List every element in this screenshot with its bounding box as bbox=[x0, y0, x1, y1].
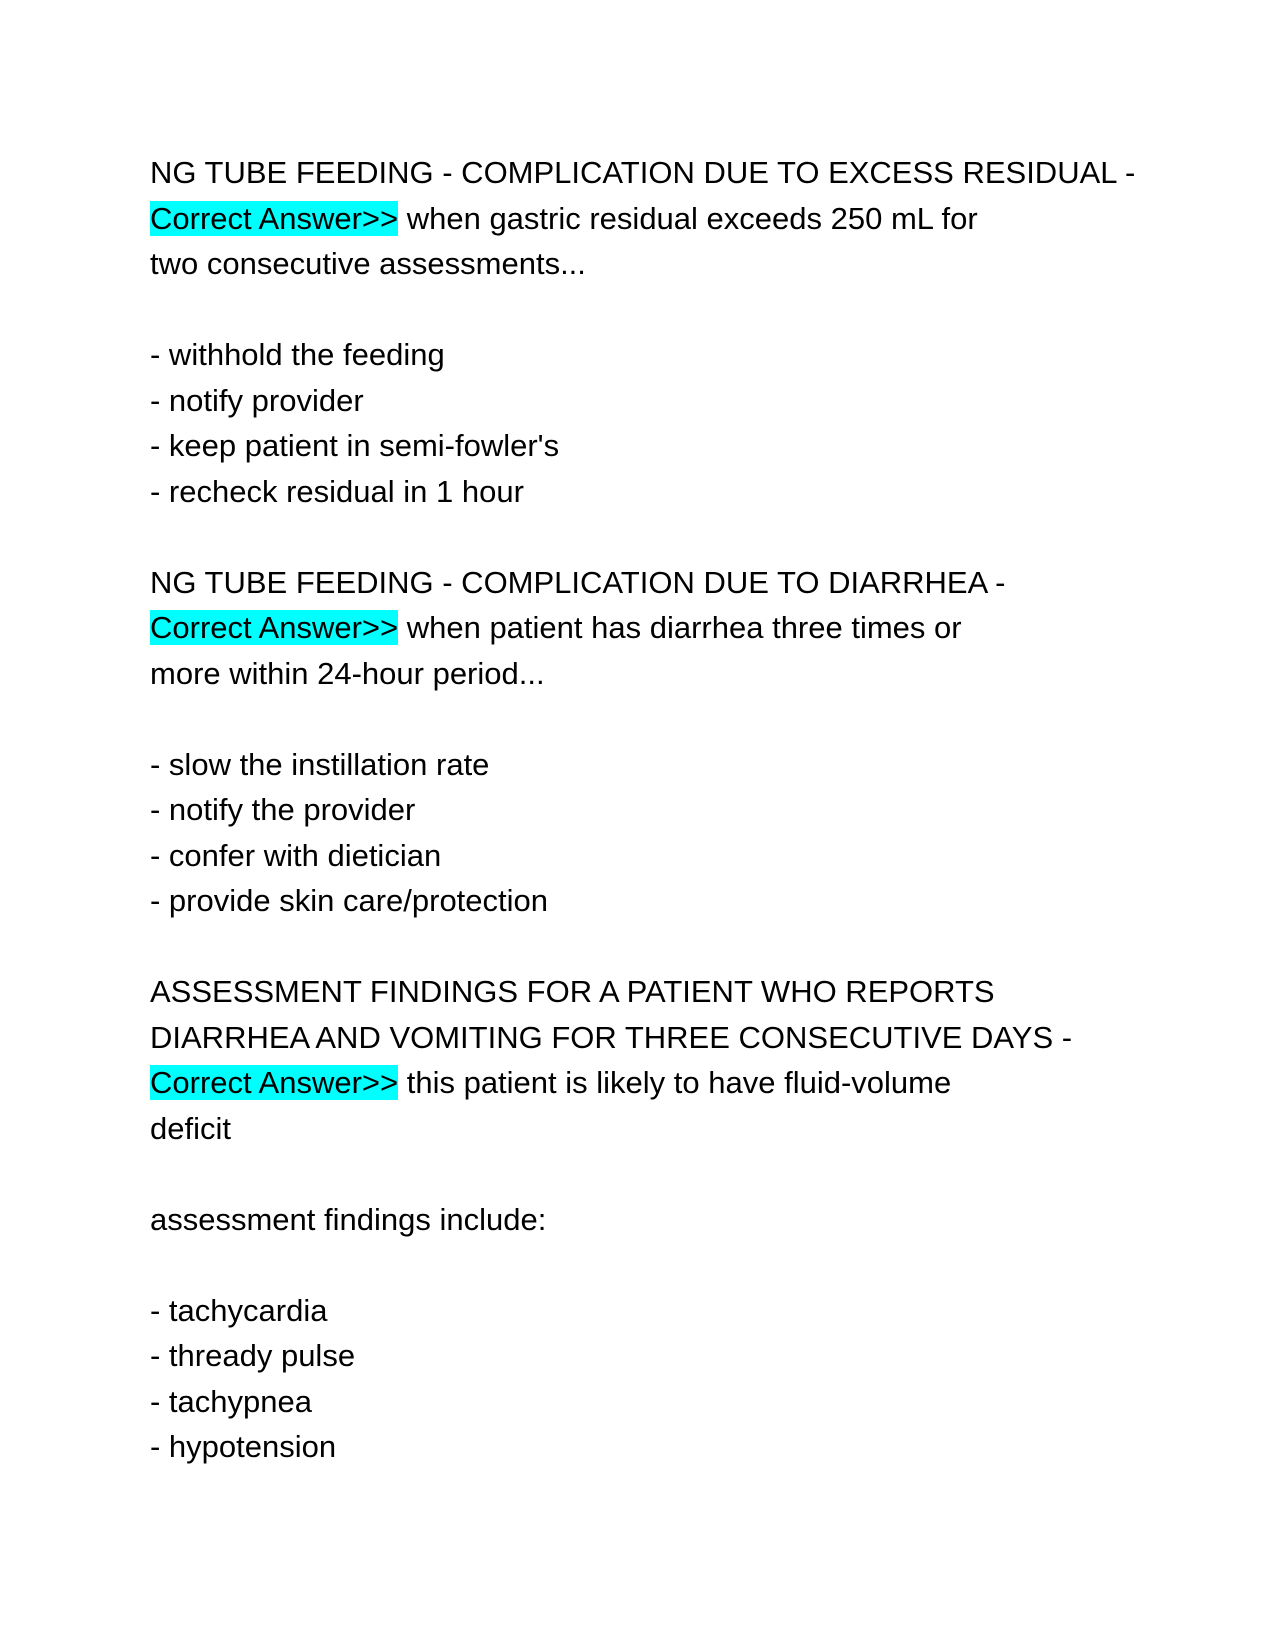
answer-text-continued: more within 24-hour period... bbox=[150, 655, 545, 691]
list-item: - hypotension bbox=[150, 1429, 337, 1464]
correct-answer-label: Correct Answer>> bbox=[150, 200, 399, 236]
list-item: - recheck residual in 1 hour bbox=[150, 473, 524, 509]
question-text: ASSESSMENT FINDINGS FOR A PATIENT WHO REPORTS bbox=[150, 974, 995, 1009]
spacer bbox=[150, 924, 1150, 970]
answer-text: when gastric residual exceeds 250 mL for bbox=[398, 200, 978, 236]
list-item: - provide skin care/protection bbox=[150, 883, 549, 918]
list-item: - slow the instillation rate bbox=[150, 746, 490, 782]
answer-text: this patient is likely to have fluid-volume bbox=[398, 1065, 952, 1100]
spacer bbox=[150, 287, 1150, 333]
list-item: - confer with dietician bbox=[150, 837, 442, 873]
answer-line bbox=[150, 1060, 1150, 1106]
list-item: - tachycardia bbox=[150, 1292, 328, 1328]
spacer bbox=[150, 514, 1150, 560]
document-page bbox=[150, 150, 1150, 1470]
qa-card-diarrhea bbox=[150, 560, 1150, 924]
list-item: - thready pulse bbox=[150, 1338, 356, 1373]
list-item: - tachypnea bbox=[150, 1383, 312, 1419]
list-item: - notify provider bbox=[150, 382, 364, 418]
correct-answer-label: Correct Answer>> bbox=[150, 610, 399, 645]
answer-text-continued: deficit bbox=[150, 1110, 231, 1146]
question-text-continued: DIARRHEA AND VOMITING FOR THREE CONSECUTIVE DAYS - bbox=[150, 1019, 1073, 1055]
qa-card-assessment-findings bbox=[150, 969, 1150, 1470]
question-text: NG TUBE FEEDING - COMPLICATION DUE TO EXCESS RESIDUAL - bbox=[150, 155, 1136, 190]
answer-line bbox=[150, 605, 1150, 651]
spacer bbox=[150, 1242, 1150, 1288]
answer-text-continued: two consecutive assessments... bbox=[150, 246, 586, 281]
list-item: - notify the provider bbox=[150, 792, 416, 827]
question-text: NG TUBE FEEDING - COMPLICATION DUE TO DIARRHEA - bbox=[150, 564, 1006, 600]
qa-card-excess-residual bbox=[150, 150, 1150, 514]
spacer bbox=[150, 696, 1150, 742]
subheading: assessment findings include: bbox=[150, 1201, 547, 1237]
list-item: - withhold the feeding bbox=[150, 337, 445, 372]
answer-line bbox=[150, 196, 1150, 242]
correct-answer-label: Correct Answer>> bbox=[150, 1065, 399, 1100]
answer-text: when patient has diarrhea three times or bbox=[398, 610, 962, 645]
spacer bbox=[150, 1151, 1150, 1197]
list-item: - keep patient in semi-fowler's bbox=[150, 428, 560, 463]
